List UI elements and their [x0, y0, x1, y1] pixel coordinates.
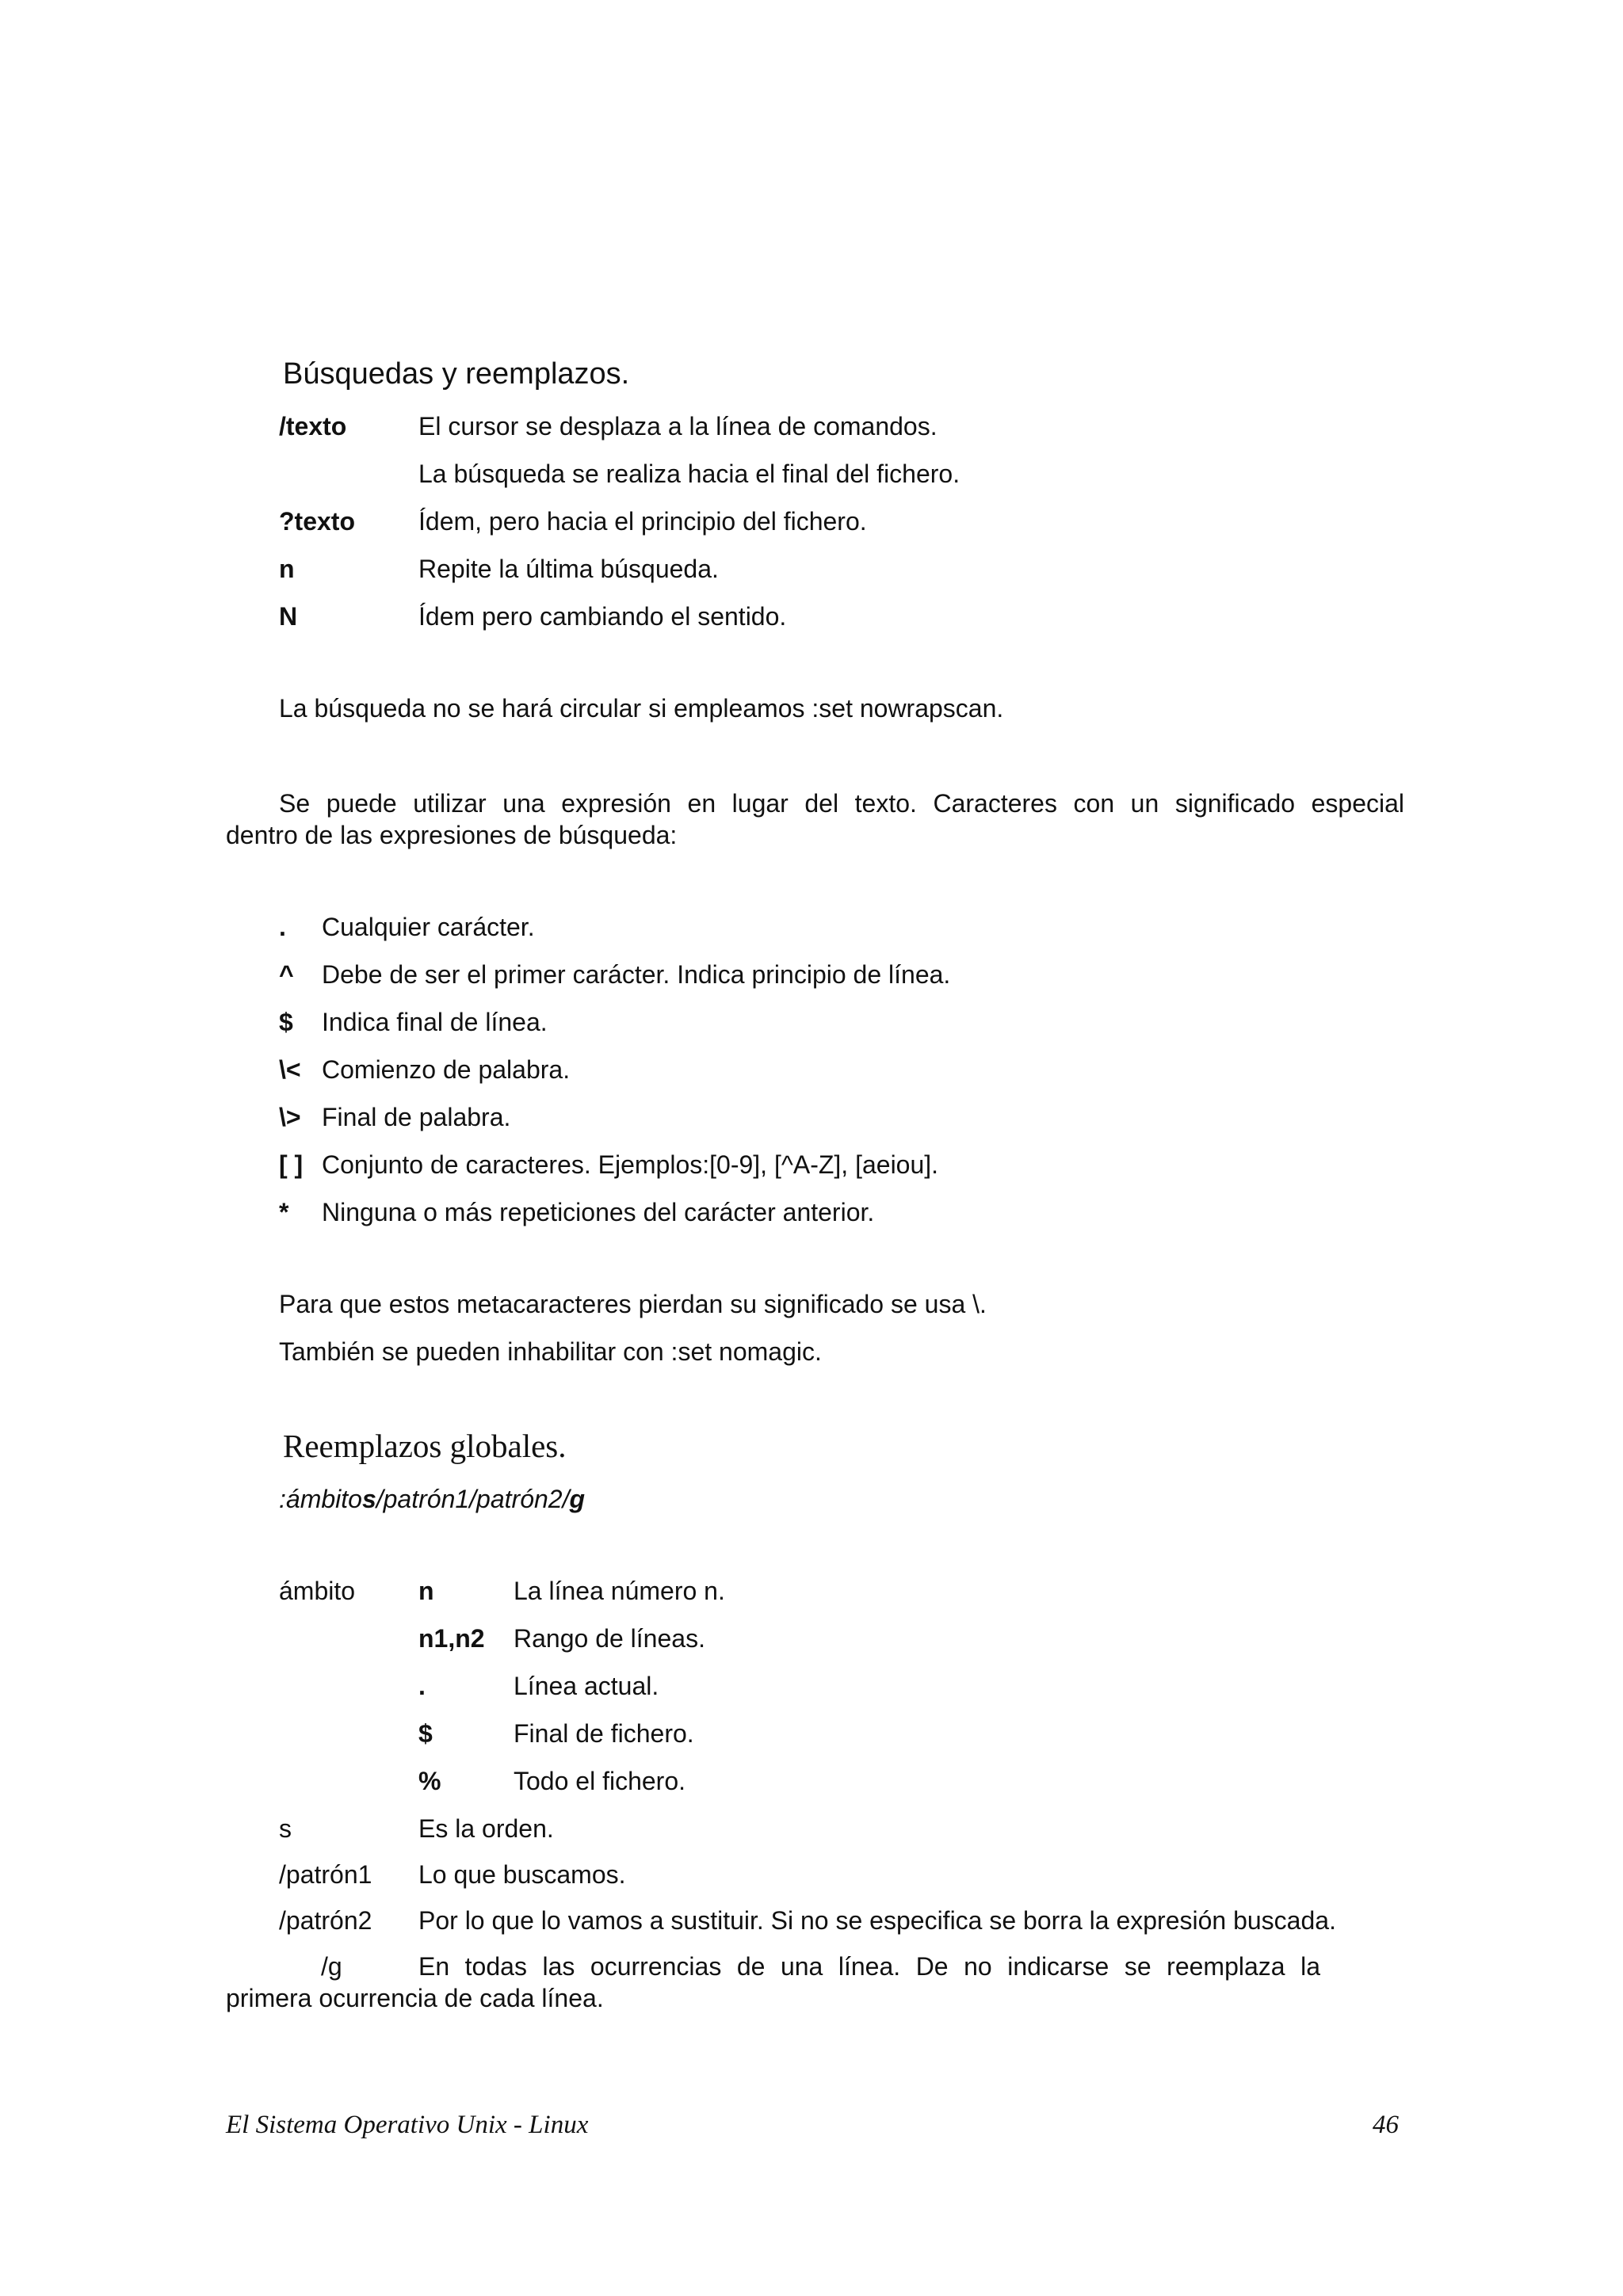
param-key: /patrón2 — [279, 1906, 372, 1935]
metachar-desc: Ninguna o más repeticiones del carácter anterior. — [322, 1198, 875, 1226]
ambito-key: . — [418, 1672, 426, 1700]
metachar-symbol: . — [279, 913, 286, 941]
ambito-desc: Línea actual. — [514, 1672, 659, 1700]
command-desc: Repite la última búsqueda. — [418, 555, 719, 583]
param-desc: Lo que buscamos. — [418, 1860, 626, 1889]
command-desc: La búsqueda se realiza hacia el final del fichero. — [418, 460, 960, 488]
ambito-label: ámbito — [279, 1577, 356, 1605]
metachar-symbol: $ — [279, 1008, 293, 1036]
command-key: N — [279, 602, 298, 631]
command-desc: Ídem pero cambiando el sentido. — [418, 602, 787, 631]
nomagic-note: También se pueden inhabilitar con :set nomagic. — [279, 1337, 822, 1366]
param-desc: Es la orden. — [418, 1814, 554, 1843]
metachar-desc: Debe de ser el primer carácter. Indica principio de línea. — [322, 960, 951, 989]
ambito-desc: La línea número n. — [514, 1577, 725, 1605]
param-desc: En todas las ocurrencias de una línea. De no indicarse se reemplaza la — [418, 1952, 1320, 1981]
param-desc: primera ocurrencia de cada línea. — [226, 1984, 604, 2012]
param-key: s — [279, 1814, 292, 1843]
section-heading-reemplazos: Reemplazos globales. — [283, 1428, 567, 1464]
ambito-key: $ — [418, 1719, 433, 1748]
metachar-desc: Conjunto de caracteres. Ejemplos:[0-9], [^A-Z], [aeiou]. — [322, 1150, 939, 1179]
ambito-key: n1,n2 — [418, 1624, 485, 1653]
ambito-desc: Todo el fichero. — [514, 1767, 686, 1795]
ambito-desc: Rango de líneas. — [514, 1624, 705, 1653]
metachar-desc: Indica final de línea. — [322, 1008, 548, 1036]
ambito-desc: Final de fichero. — [514, 1719, 694, 1748]
metachar-desc: Cualquier carácter. — [322, 913, 535, 941]
param-desc: Por lo que lo vamos a sustituir. Si no se especifica se borra la expresión buscada. — [418, 1906, 1336, 1935]
command-key: n — [279, 555, 295, 583]
metachar-symbol: ^ — [279, 960, 294, 989]
syntax-part: /patrón1/patrón2/ — [376, 1485, 570, 1513]
escape-note: Para que estos metacaracteres pierdan su significado se usa \. — [279, 1290, 987, 1318]
page-number: 46 — [1373, 2111, 1399, 2139]
metachar-symbol: \> — [279, 1103, 301, 1131]
ambito-key: n — [418, 1577, 434, 1605]
param-key: /patrón1 — [279, 1860, 372, 1889]
section-heading-busquedas: Búsquedas y reemplazos. — [283, 357, 630, 391]
expression-intro-line: Se puede utilizar una expresión en lugar del texto. Caracteres con un significado especial — [279, 789, 1404, 818]
command-key: ?texto — [279, 507, 355, 536]
command-key: /texto — [279, 412, 347, 441]
metachar-symbol: [ ] — [279, 1150, 304, 1179]
substitute-syntax — [279, 1483, 585, 1515]
syntax-part: s — [361, 1485, 376, 1513]
metachar-desc: Comienzo de palabra. — [322, 1055, 571, 1084]
expression-intro-line: dentro de las expresiones de búsqueda: — [226, 821, 678, 849]
syntax-part: g — [569, 1485, 586, 1513]
param-key: /g — [321, 1952, 342, 1981]
footer-title: El Sistema Operativo Unix - Linux — [226, 2111, 589, 2139]
metachar-symbol: \< — [279, 1055, 301, 1084]
metachar-desc: Final de palabra. — [322, 1103, 511, 1131]
command-desc: El cursor se desplaza a la línea de comandos. — [418, 412, 938, 441]
wrapscan-note: La búsqueda no se hará circular si empleamos :set nowrapscan. — [279, 694, 1004, 723]
metachar-symbol: * — [279, 1198, 289, 1226]
ambito-key: % — [418, 1767, 441, 1795]
command-desc: Ídem, pero hacia el principio del fichero. — [418, 507, 867, 536]
syntax-part: :ámbito — [279, 1485, 362, 1513]
